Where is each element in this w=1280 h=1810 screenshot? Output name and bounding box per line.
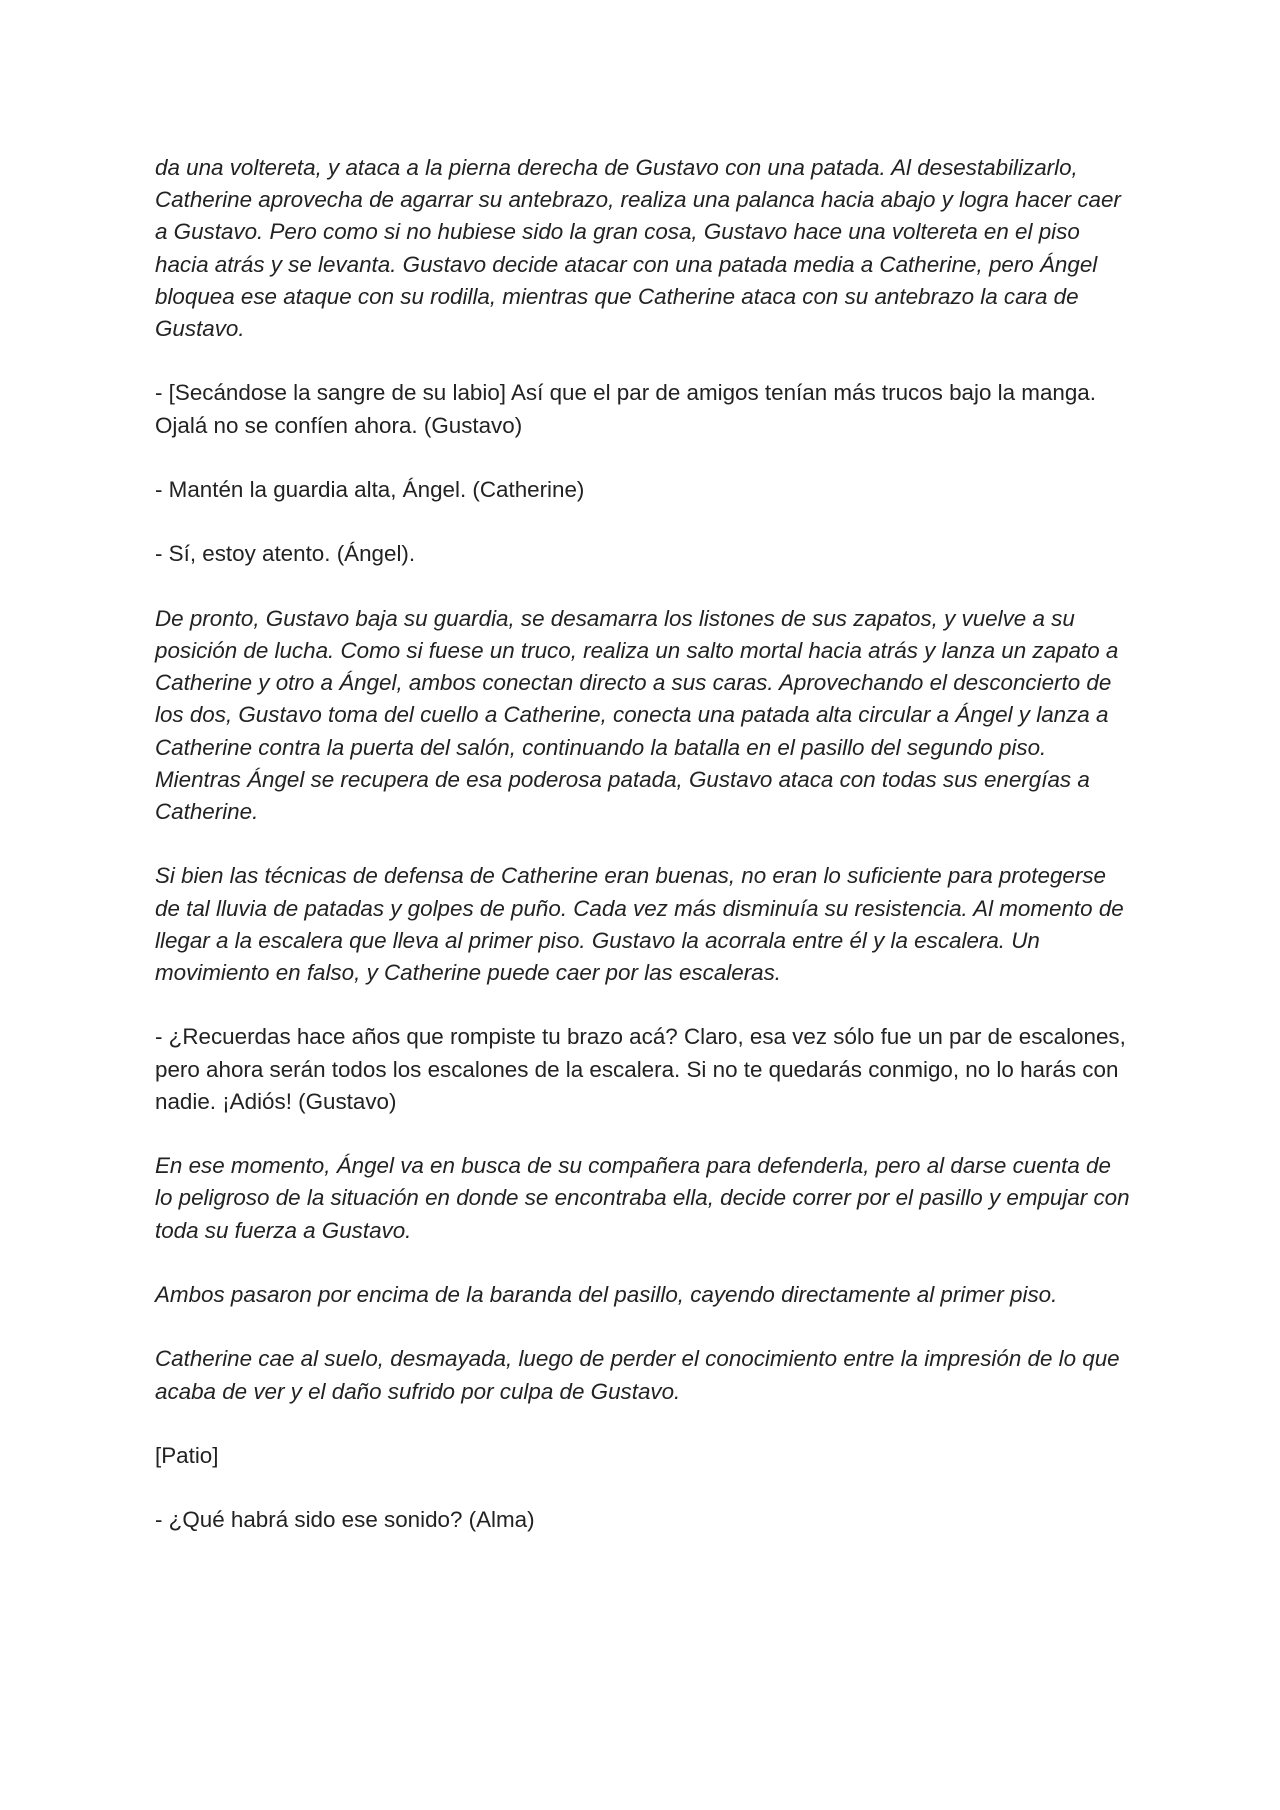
narrative-paragraph-angel-push: En ese momento, Ángel va en busca de su compañera para defenderla, pero al darse cuenta de lo peligroso de la situación en donde se encontraba ella, decide correr por el pasillo y empujar con toda su fuerza a Gustavo. [155,1153,1130,1243]
narrative-paragraph-catherine-faints: Catherine cae al suelo, desmayada, luego de perder el conocimiento entre la impresión de lo que acaba de ver y el daño sufrido por culpa de Gustavo. [155,1346,1120,1404]
document-body [155,152,1130,1569]
dialogue-gustavo-goodbye: - ¿Recuerdas hace años que rompiste tu brazo acá? Claro, esa vez sólo fue un par de escalones, pero ahora serán todos los escalones de la escalera. Si no te quedarás conmigo, no lo harás con nadie. ¡Adiós! (Gustavo) [155,1024,1126,1114]
narrative-paragraph-fall: Ambos pasaron por encima de la baranda del pasillo, cayendo directamente al primer piso. [155,1281,1058,1307]
dialogue-gustavo-lip: - [Secándose la sangre de su labio] Así que el par de amigos tenían más trucos bajo la manga. Ojalá no se confíen ahora. (Gustavo) [155,380,1096,438]
dialogue-catherine-guard: - Mantén la guardia alta, Ángel. (Catherine) [155,477,585,502]
narrative-paragraph-stairs: Si bien las técnicas de defensa de Catherine eran buenas, no eran lo suficiente para protegerse de tal lluvia de patadas y golpes de puño. Cada vez más disminuía su resistencia. Al momento de llegar a la escalera que lleva al primer piso. Gustavo la acorrala entre él y la escalera. Un movimiento en falso, y Catherine puede caer por las escaleras. [155,863,1124,985]
dialogue-angel-attentive: - Sí, estoy atento. (Ángel). [155,541,416,567]
dialogue-alma-sound: - ¿Qué habrá sido ese sonido? (Alma) [155,1507,535,1533]
narrative-paragraph-shoes: De pronto, Gustavo baja su guardia, se desamarra los listones de sus zapatos, y vuelve a su posición de lucha. Como si fuese un truco, realiza un salto mortal hacia atrás y lanza un zapato a Catherine y otro a Ángel, ambos conectan directo a sus caras. Aprovechando el desconcierto de los dos, Gustavo toma del cuello a Catherine, conecta una patada alta circular a Ángel y lanza a Catherine contra la puerta del salón, continuando la batalla en el pasillo del segundo piso. Mientras Ángel se recupera de esa poderosa patada, Gustavo ataca con todas sus energías a Catherine. [155,605,1119,824]
narrative-paragraph-fight-start: da una voltereta, y ataca a la pierna derecha de Gustavo con una patada. Al desestabilizarlo, Catherine aprovecha de agarrar su antebrazo, realiza una palanca hacia abajo y logra hacer caer a Gustavo. Pero como si no hubiese sido la gran cosa, Gustavo hace una voltereta en el piso hacia atrás y se levanta. Gustavo decide atacar con una patada media a Catherine, pero Ángel bloquea ese ataque con su rodilla, mientras que Catherine ataca con su antebrazo la cara de Gustavo. [155,155,1121,342]
scene-heading-patio: [Patio] [155,1442,219,1468]
